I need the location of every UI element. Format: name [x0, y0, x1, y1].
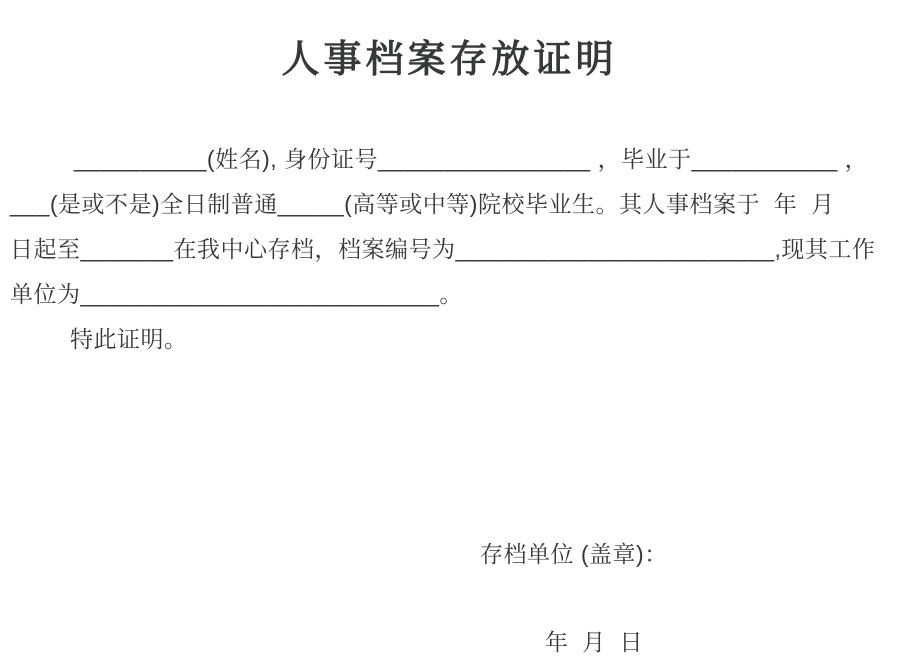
body-line-archive-number: 日起至_______在我中心存档，档案编号为________________________,现其工作 [10, 236, 876, 262]
signature-unit-label: 存档单位 (盖章)： [480, 541, 668, 567]
document-title: 人事档案存放证明 [281, 39, 618, 81]
body-line-education-type: ___(是或不是)全日制普通_____(高等或中等)院校毕业生。其人事档案于 年 月 [10, 191, 835, 217]
body-line-work-unit: 单位为___________________________。 [10, 281, 463, 307]
body-line-name-idnumber: __________(姓名), 身份证号________________ ，毕业于___________ ， [74, 146, 869, 172]
signature-date-label: 年 月 日 [545, 629, 644, 655]
closing-statement: 特此证明。 [70, 326, 188, 352]
